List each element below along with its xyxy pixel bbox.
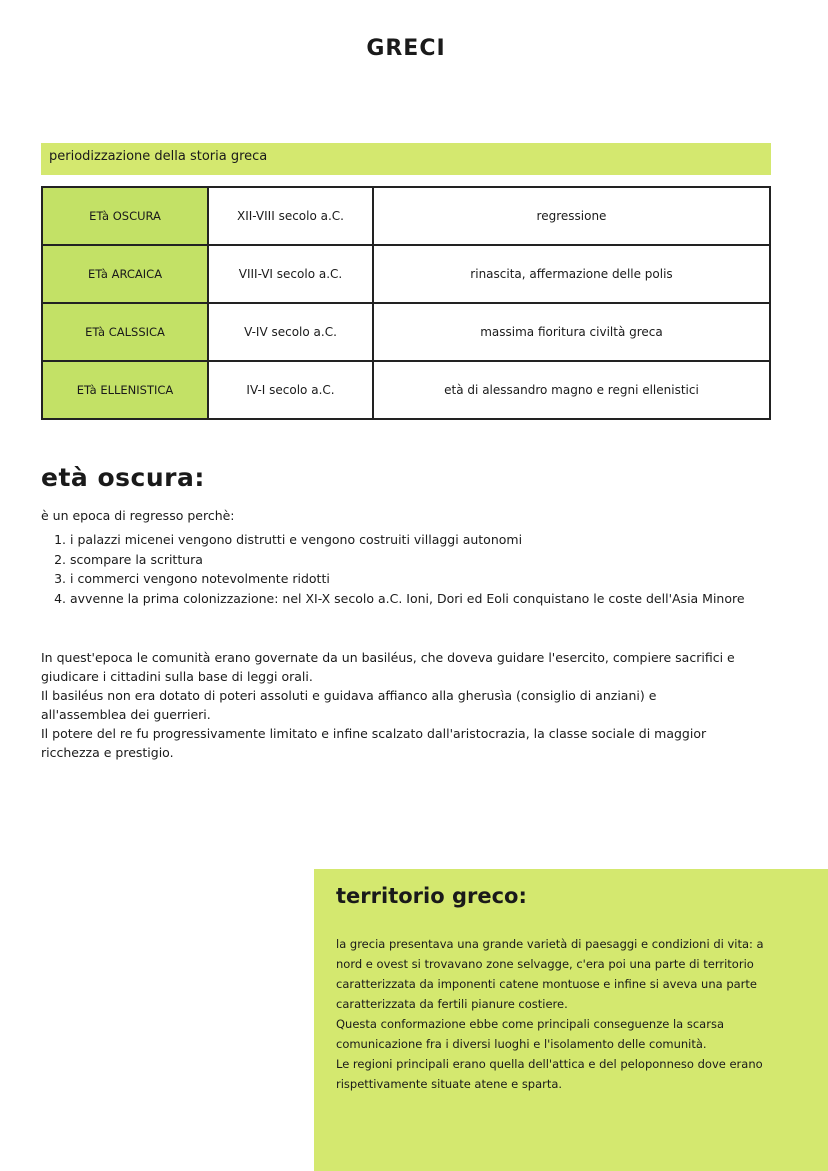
era-cell: ETà ELLENISTICA xyxy=(42,361,208,419)
table-row xyxy=(42,187,770,245)
periodization-table xyxy=(41,186,771,420)
period-cell: V-IV secolo a.C. xyxy=(208,303,373,361)
period-cell: VIII-VI secolo a.C. xyxy=(208,245,373,303)
paragraph: Le regioni principali erano quella dell'attica e del peloponneso dove erano rispettivamente situate atene e sparta. xyxy=(336,1057,763,1091)
paragraph: Questa conformazione ebbe come principali conseguenze la scarsa comunicazione fra i diversi luoghi e l'isolamento delle comunità. xyxy=(336,1017,724,1051)
dark-age-intro: è un epoca di regresso perchè: xyxy=(41,508,235,523)
paragraph: Il potere del re fu progressivamente limitato e infine scalzato dall'aristocrazia, la classe sociale di maggior ricchezza e prestigio. xyxy=(41,726,707,760)
paragraph: In quest'epoca le comunità erano governate da un basiléus, che doveva guidare l'esercito, compiere sacrifici e giudicare i cittadini sulla base di leggi orali. xyxy=(41,650,735,684)
table-row xyxy=(42,303,770,361)
dark-age-heading: età oscura: xyxy=(41,463,205,492)
table-row xyxy=(42,245,770,303)
era-cell: ETà CALSSICA xyxy=(42,303,208,361)
list-item: 1. i palazzi micenei vengono distrutti e vengono costruiti villaggi autonomi xyxy=(70,530,750,550)
territory-text xyxy=(336,934,776,1094)
page-title: GRECI xyxy=(366,36,446,61)
dark-age-reasons-list xyxy=(50,530,750,608)
territory-heading: territorio greco: xyxy=(336,884,527,908)
description-cell: massima fioritura civiltà greca xyxy=(373,303,770,361)
list-item: 4. avvenne la prima colonizzazione: nel XI-X secolo a.C. Ioni, Dori ed Eoli conquistano le coste dell'Asia Minore xyxy=(70,589,750,609)
list-item: 3. i commerci vengono notevolmente ridotti xyxy=(70,569,750,589)
table-row xyxy=(42,361,770,419)
era-cell: ETà ARCAICA xyxy=(42,245,208,303)
description-cell: rinascita, affermazione delle polis xyxy=(373,245,770,303)
territory-box xyxy=(314,869,828,1171)
dark-age-paragraphs xyxy=(41,648,741,762)
period-cell: XII-VIII secolo a.C. xyxy=(208,187,373,245)
era-cell: ETà OSCURA xyxy=(42,187,208,245)
paragraph: la grecia presentava una grande varietà di paesaggi e condizioni di vita: a nord e ovest si trovavano zone selvagge, c'era poi una parte di territorio caratterizzata da imponenti catene montuose e infine si aveva una parte caratterizzata da fertili pianure costiere. xyxy=(336,937,764,1011)
description-cell: regressione xyxy=(373,187,770,245)
description-cell: età di alessandro magno e regni ellenistici xyxy=(373,361,770,419)
period-cell: IV-I secolo a.C. xyxy=(208,361,373,419)
periodization-heading: periodizzazione della storia greca xyxy=(41,143,771,175)
paragraph: Il basiléus non era dotato di poteri assoluti e guidava affianco alla gherusìa (consiglio di anziani) e all'assemblea dei guerrieri. xyxy=(41,688,657,722)
list-item: 2. scompare la scrittura xyxy=(70,550,750,570)
